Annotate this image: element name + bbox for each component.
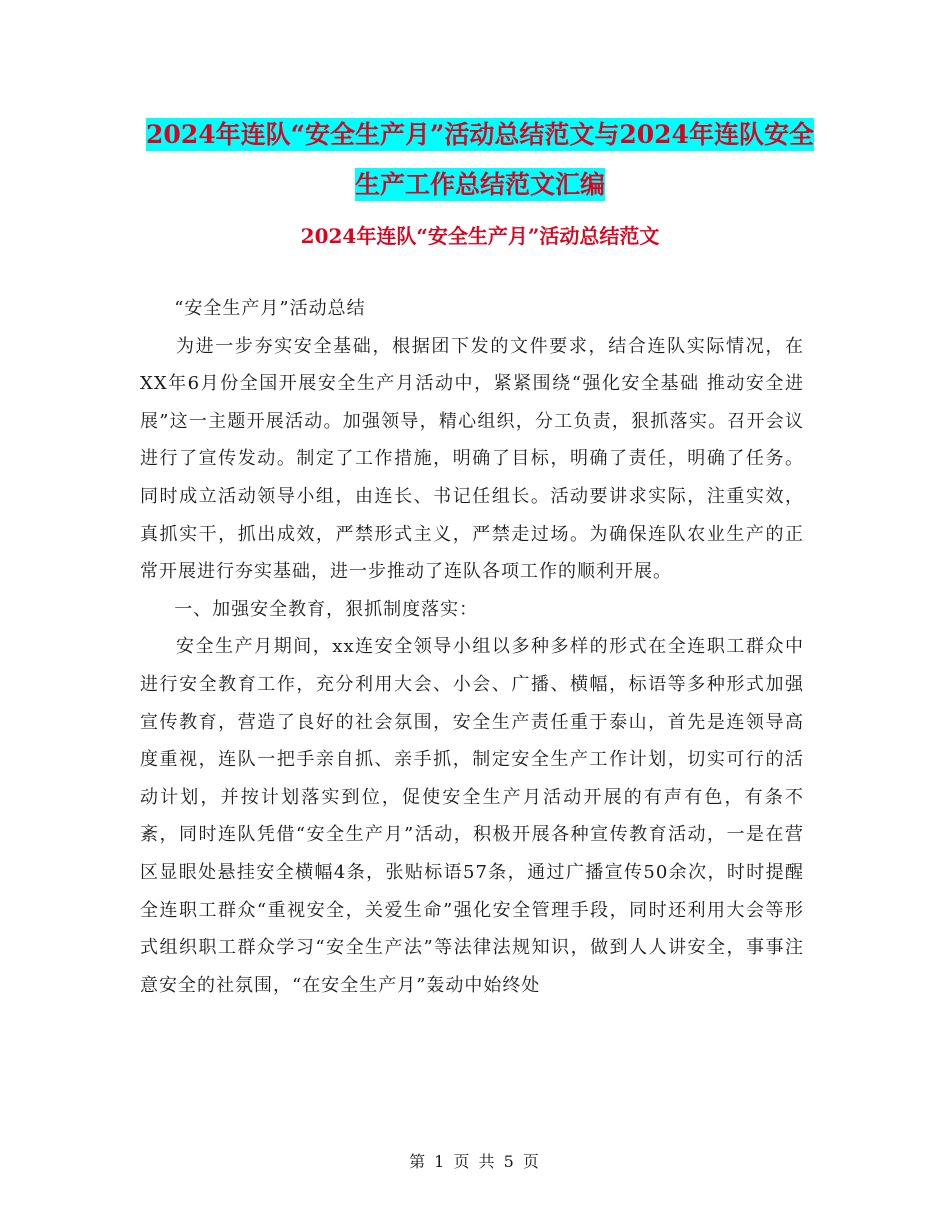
document-title-text: 2024年连队“安全生产月”活动总结范文与2024年连队安全生产工作总结范文汇编 [146,120,814,199]
paragraph-section-one-body: 安全生产月期间，xx连安全领导小组以多种多样的形式在全连职工群众中进行安全教育工作，充分利用大会、小会、广播、横幅，标语等多种形式加强宣传教育，营造了良好的社会氛围，安全生产责任重于泰山，首先是连领导高度重视，连队一把手亲自抓、亲手抓，制定安全生产工作计划，切实可行的活动计划，并按计划落实到位，促使安全生产月活动开展的有声有色，有条不紊，同时连队凭借“安全生产月”活动，积极开展各种宣传教育活动，一是在营区显眼处悬挂安全横幅4条，张贴标语57条，通过广播宣传50余次，时时提醒全连职工群众“重视安全，关爱生命”强化安全管理手段，同时还利用大会等形式组织职工群众学习“安全生产法”等法律法规知识，做到人人讲安全，事事注意安全的社氛围，“在安全生产月”轰动中始终处 [140,636,804,996]
document-title [140,110,820,210]
paragraph-intro: 为进一步夯实安全基础，根据团下发的文件要求，结合连队实际情况，在XX年6月份全国开展安全生产月活动中，紧紧围绕“强化安全基础 推动安全进展”这一主题开展活动。加强领导，精心组织，分工负责，狠抓落实。召开会议进行了宣传发动。制定了工作措施，明确了目标，明确了责任，明确了任务。同时成立活动领导小组，由连长、书记任组长。活动要讲求实际，注重实效，真抓实干，抓出成效，严禁形式主义，严禁走过场。为确保连队农业生产的正常开展进行夯实基础，进一步推动了连队各项工作的顺利开展。 [140,335,804,583]
paragraph-section-one-heading: 一、加强安全教育，狠抓制度落实： [174,598,479,620]
page-footer: 第 1 页 共 5 页 [409,1152,541,1171]
body-text [140,290,804,1004]
section-title: 2024年连队“安全生产月”活动总结范文 [300,224,660,248]
paragraph-summary-heading: “安全生产月”活动总结 [174,298,366,319]
